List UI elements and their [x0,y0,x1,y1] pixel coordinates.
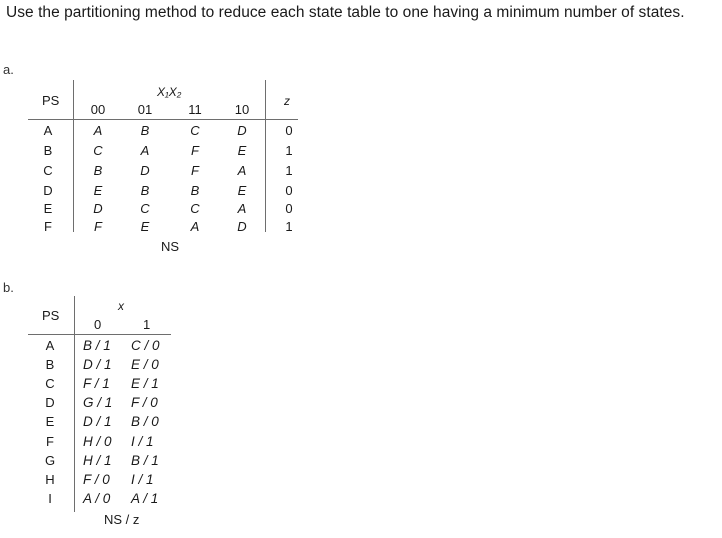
ns-z-cell: E / 1 [131,376,159,391]
ps-cell: G [44,453,56,468]
ns-cell: A [93,123,103,138]
ns-footer-label: NS [161,239,180,254]
ns-cell: B [93,163,103,178]
ns-z-cell: F / 1 [83,376,110,391]
ps-cell: A [45,338,55,353]
ps-cell: F [44,219,52,234]
input-column-1: 1 [143,317,151,332]
ns-cell: F [191,163,199,178]
ps-cell: C [43,163,53,178]
ns-z-cell: E / 0 [131,357,159,372]
ns-z-cell: H / 0 [83,434,112,449]
ps-cell: B [43,143,53,158]
output-header: z [284,94,290,108]
part-a-label: a. [3,62,14,77]
ns-cell: D [93,201,103,216]
output-divider [265,80,266,232]
ns-cell: D [237,219,247,234]
ns-z-cell: I / 1 [131,472,154,487]
header-divider [28,119,298,120]
ns-z-cell: B / 1 [83,338,111,353]
output-cell: 0 [285,201,293,216]
ns-cell: E [237,183,247,198]
ps-cell: D [45,395,55,410]
ns-cell: E [237,143,247,158]
input-column-01: 01 [137,102,153,117]
ps-cell: E [43,201,53,216]
ps-cell: B [45,357,55,372]
ps-header: PS [42,308,60,323]
ns-z-footer-label: NS / z [104,512,140,527]
ns-cell: C [140,201,150,216]
output-cell: 1 [285,143,293,158]
ns-z-cell: I / 1 [131,434,154,449]
ps-cell: H [45,472,55,487]
ns-cell: E [93,183,103,198]
ns-z-cell: A / 1 [131,491,159,506]
ns-z-cell: C / 0 [131,338,160,353]
ps-cell: A [43,123,53,138]
input-variables-header: X₁X₂ [157,85,182,99]
ps-cell: E [45,414,55,429]
ns-cell: A [237,163,247,178]
ns-cell: A [190,219,200,234]
part-b-label: b. [3,280,14,295]
header-divider [28,334,171,335]
ns-cell: B [140,183,150,198]
output-cell: 1 [285,163,293,178]
ns-z-cell: B / 1 [131,453,159,468]
ns-cell: C [190,123,200,138]
ns-cell: D [237,123,247,138]
ns-z-cell: A / 0 [83,491,111,506]
ns-cell: A [140,143,150,158]
ps-cell: F [46,434,54,449]
ns-cell: D [140,163,150,178]
ps-divider [73,80,74,232]
ns-z-cell: G / 1 [83,395,113,410]
ps-cell: C [45,376,55,391]
instruction-text: Use the partitioning method to reduce each state table to one having a minimum number of states. [6,4,685,21]
output-cell: 0 [285,183,293,198]
ns-cell: C [190,201,200,216]
input-column-10: 10 [234,102,250,117]
ns-z-cell: D / 1 [83,414,112,429]
ns-z-cell: F / 0 [83,472,110,487]
ps-divider [74,296,75,512]
ns-cell: B [140,123,150,138]
ns-cell: E [140,219,150,234]
output-cell: 1 [285,219,293,234]
ps-header: PS [42,93,60,108]
input-column-11: 11 [188,102,202,117]
output-cell: 0 [285,123,293,138]
ps-cell: I [48,491,52,506]
ns-cell: C [93,143,103,158]
ns-cell: F [191,143,199,158]
ns-cell: B [190,183,200,198]
ps-cell: D [43,183,53,198]
ns-cell: F [94,219,102,234]
ns-cell: A [237,201,247,216]
ns-z-cell: D / 1 [83,357,112,372]
ns-z-cell: F / 0 [131,395,158,410]
input-column-0: 0 [94,317,102,332]
input-variable-header: x [118,299,124,313]
input-column-00: 00 [90,102,106,117]
ns-z-cell: B / 0 [131,414,159,429]
ns-z-cell: H / 1 [83,453,112,468]
